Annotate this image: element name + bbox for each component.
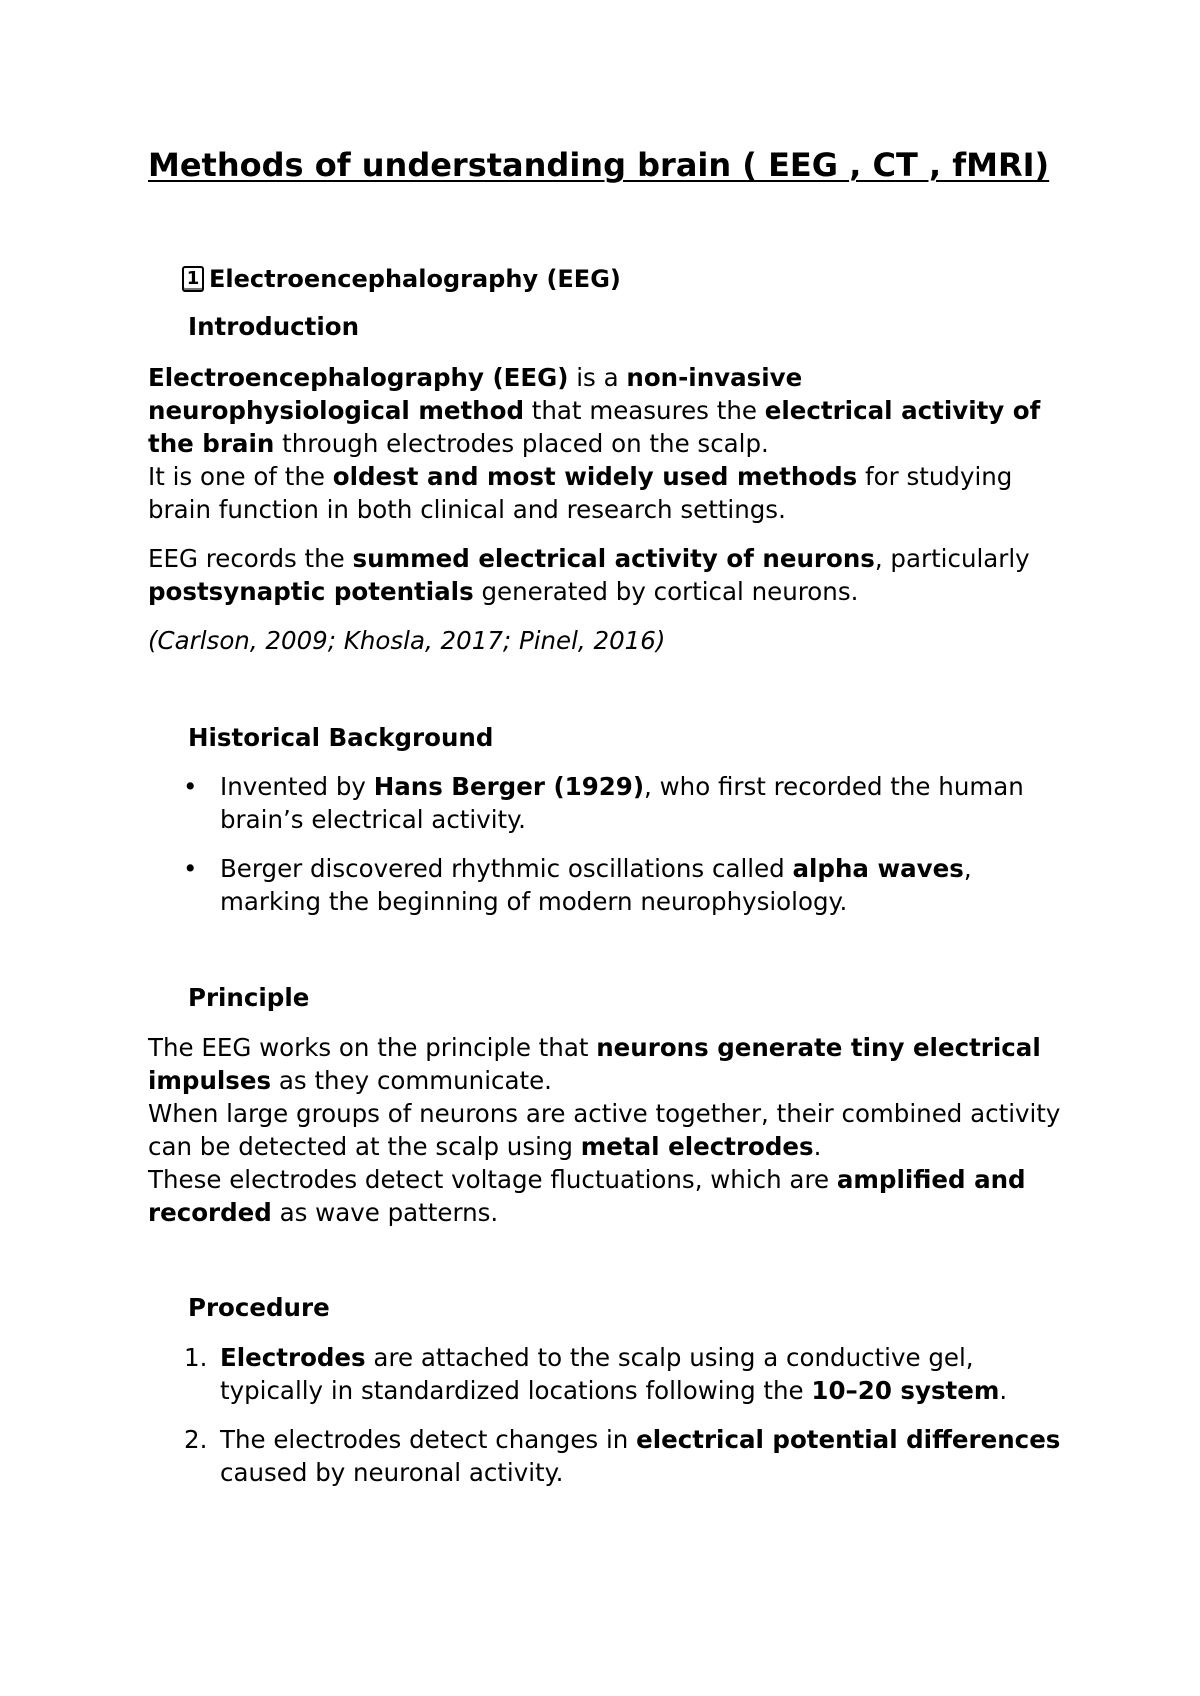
bold-text: Electroencephalography (EEG) — [148, 363, 569, 392]
text: It is one of the — [148, 462, 333, 491]
historical-background-heading: Historical Background — [188, 723, 494, 752]
text: through electrodes placed on the scalp. — [274, 429, 769, 458]
bold-text: postsynaptic potentials — [148, 577, 474, 606]
procedure-heading: Procedure — [188, 1293, 330, 1322]
bold-text: metal electrodes — [580, 1132, 814, 1161]
section-heading-text: Electroencephalography (EEG) — [209, 265, 621, 293]
bold-text: electrical activity of — [764, 396, 1041, 425]
list-number: 2. — [184, 1425, 208, 1454]
text: can be detected at the scalp using — [148, 1132, 581, 1161]
bold-text: oldest and most widely used methods — [332, 462, 858, 491]
bold-text: electrical potential differences — [636, 1425, 1061, 1454]
document-title: Methods of understanding brain ( EEG , CT , fMRI) — [148, 146, 1050, 184]
bold-text: recorded — [148, 1198, 272, 1227]
text: typically in standardized locations following the — [220, 1376, 812, 1405]
text: as they communicate. — [271, 1066, 552, 1095]
text: marking the beginning of modern neurophysiology. — [220, 887, 848, 916]
bold-text: alpha waves — [792, 854, 964, 883]
text: are attached to the scalp using a conductive gel, — [365, 1343, 974, 1372]
bold-text: the brain — [148, 429, 275, 458]
text: as wave patterns. — [271, 1198, 499, 1227]
introduction-paragraph-2 — [148, 542, 1078, 608]
text: , who first recorded the human — [644, 772, 1024, 801]
text: The EEG works on the principle that — [148, 1033, 597, 1062]
history-list — [170, 770, 1070, 934]
principle-heading: Principle — [188, 983, 310, 1012]
text: When large groups of neurons are active together, their combined activity — [148, 1099, 1061, 1128]
introduction-heading: Introduction — [188, 312, 360, 341]
text: caused by neuronal activity. — [220, 1458, 564, 1487]
bold-text: amplified and — [836, 1165, 1026, 1194]
list-item — [170, 1423, 1070, 1489]
bold-text: summed electrical activity of neurons — [352, 544, 875, 573]
text: is a — [568, 363, 627, 392]
text: generated by cortical neurons. — [473, 577, 859, 606]
bold-text: Electrodes — [220, 1343, 366, 1372]
list-number: 1. — [184, 1343, 208, 1372]
list-item — [170, 852, 1070, 918]
text: These electrodes detect voltage fluctuations, which are — [148, 1165, 837, 1194]
text: , particularly — [874, 544, 1030, 573]
bold-text: Hans Berger (1929) — [373, 772, 645, 801]
text: . — [999, 1376, 1008, 1405]
procedure-list — [170, 1341, 1070, 1505]
text: brain’s electrical activity. — [220, 805, 526, 834]
text: . — [813, 1132, 822, 1161]
introduction-paragraph-1 — [148, 361, 1078, 526]
text: brain function in both clinical and research settings. — [148, 495, 786, 524]
bullet-icon: • — [183, 854, 198, 883]
bullet-icon: • — [183, 772, 198, 801]
text: , — [963, 854, 972, 883]
number-one-keycap-icon: 1 — [182, 266, 204, 292]
text: The electrodes detect changes in — [220, 1425, 637, 1454]
list-item — [170, 770, 1070, 836]
text: for studying — [857, 462, 1013, 491]
text: that measures the — [524, 396, 765, 425]
citation: (Carlson, 2009; Khosla, 2017; Pinel, 2016) — [148, 626, 666, 655]
bold-text: impulses — [148, 1066, 272, 1095]
text: EEG records the — [148, 544, 353, 573]
bold-text: neurons generate tiny electrical — [596, 1033, 1041, 1062]
list-item — [170, 1341, 1070, 1407]
text: Invented by — [220, 772, 374, 801]
text: Berger discovered rhythmic oscillations called — [220, 854, 793, 883]
bold-text: non-invasive — [626, 363, 803, 392]
section-heading-eeg — [182, 265, 621, 293]
bold-text: neurophysiological method — [148, 396, 524, 425]
bold-text: 10–20 system — [811, 1376, 1000, 1405]
principle-paragraph — [148, 1031, 1078, 1229]
